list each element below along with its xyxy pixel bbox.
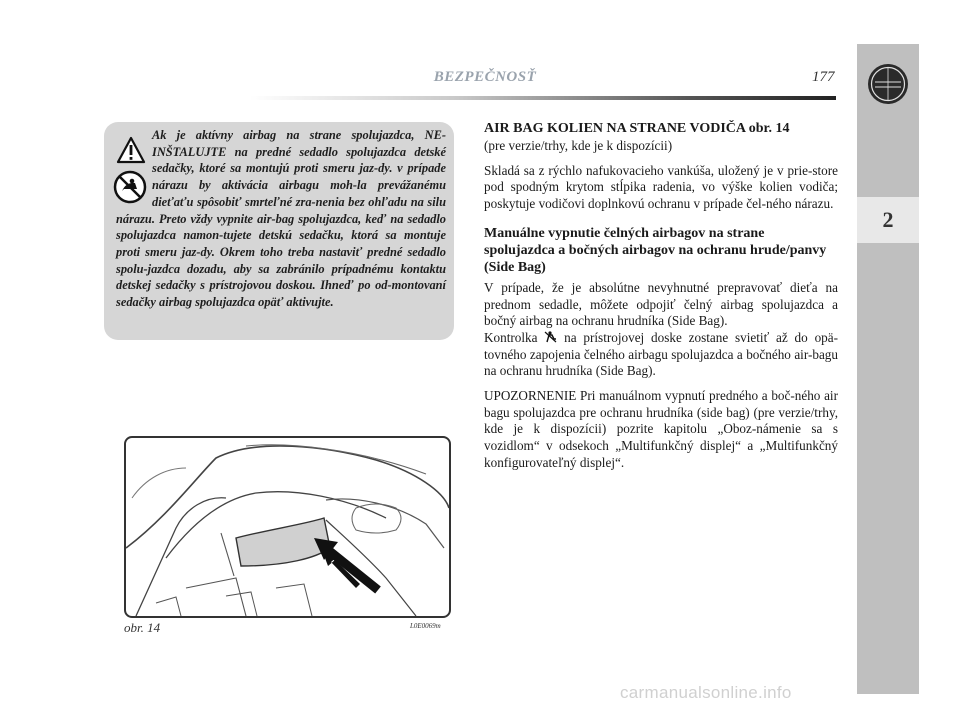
lancia-logo-icon <box>866 62 910 106</box>
heading-figure-ref: obr. 14 <box>748 121 790 136</box>
chapter-number: 2 <box>857 197 919 243</box>
section-title: BEZPEČNOSŤ <box>433 69 537 85</box>
lamp-text-before: Kontrolka <box>484 329 538 345</box>
chapter-sidebar <box>857 44 919 694</box>
watermark: carmanualsonline.info <box>620 683 792 702</box>
figure-knee-airbag <box>124 436 451 618</box>
knee-airbag-illustration <box>126 438 449 616</box>
availability-note: (pre verzie/trhy, kde je k dispozícii) <box>484 138 673 153</box>
lamp-text-after: na prístrojovej doske zostane svietiť až do opä-tovného zapojenia čelného airbagu spolujazdca a bočného air-bagu na ochranu hrudníka (Side Bag). <box>484 329 839 379</box>
figure-code: L0E0069m <box>410 622 441 630</box>
warning-lamp-paragraph <box>484 330 838 380</box>
warning-text-block <box>116 127 446 311</box>
section-heading-knee-airbag <box>484 120 838 138</box>
note-paragraph: UPOZORNENIE Pri manuálnom vypnutí predného a boč-ného air bagu spolujazdca pre ochranu hrudníka (side bag) (pre verzie/trhy, kde je k dispozícii) pozrite kapitolu „Oboz-námenie sa s vozidlom“ v odsekoch „Multifunkčný displej“ a „Multifunkčný konfigurovateľný displej“. <box>484 388 838 470</box>
main-text-column <box>484 120 838 480</box>
figure-caption: obr. 14 <box>124 620 161 635</box>
section-heading-manual-deactivation: Manuálne vypnutie čelných airbagov na strane spolujazdca a bočných airbagov na ochranu hrude/panvy (Side Bag) <box>484 225 827 275</box>
header-rule <box>250 96 836 100</box>
deactivation-paragraph: V prípade, že je absolútne nevyhnutné prepravovať dieťa na prednom sedadle, môžete odpojiť čelný airbag spolujazdca a bočný airbag na ochranu hrudníka (Side Bag). <box>484 279 838 329</box>
knee-airbag-description: Skladá sa z rýchlo nafukovacieho vankúša, uložený je v prie-store pod spodným krytom stĺpika radenia, vo výške kolien vodiča; poskytuje vodičovi doplnkovú ochranu v prípade čel-ného nárazu. <box>484 162 838 212</box>
page-number: 177 <box>812 69 835 85</box>
heading-text: AIR BAG KOLIEN NA STRANE VODIČA <box>484 121 746 136</box>
warning-text: Ak je aktívny airbag na strane spolujazdca, NE-INŠTALUJTE na predné sedadlo spolujazdca detské sedačky, ktoré sa montujú proti smeru jaz-dy. v prípade nárazu by aktivácia airbagu moh-la prevážanému dieťaťu spôsobiť smrteľné zra-nenia bez ohľadu na silu nárazu. Preto vždy vypnite air-bag spolujazdca, keď na sedadlo spolujazdca namon-tujete detskú sedačku, ktorá sa montuje proti smeru jaz-dy. Okrem toho treba nastaviť predné sedadlo spolu-jazdca dozadu, aby sa zabránilo prípadnému kontaktu detskej sedačky s prístrojovou doskou. Ihneď po od-montovaní sedačky airbag spolujazdca opäť aktivujte. <box>116 128 446 310</box>
airbag-off-warning-lamp-icon <box>544 331 557 343</box>
